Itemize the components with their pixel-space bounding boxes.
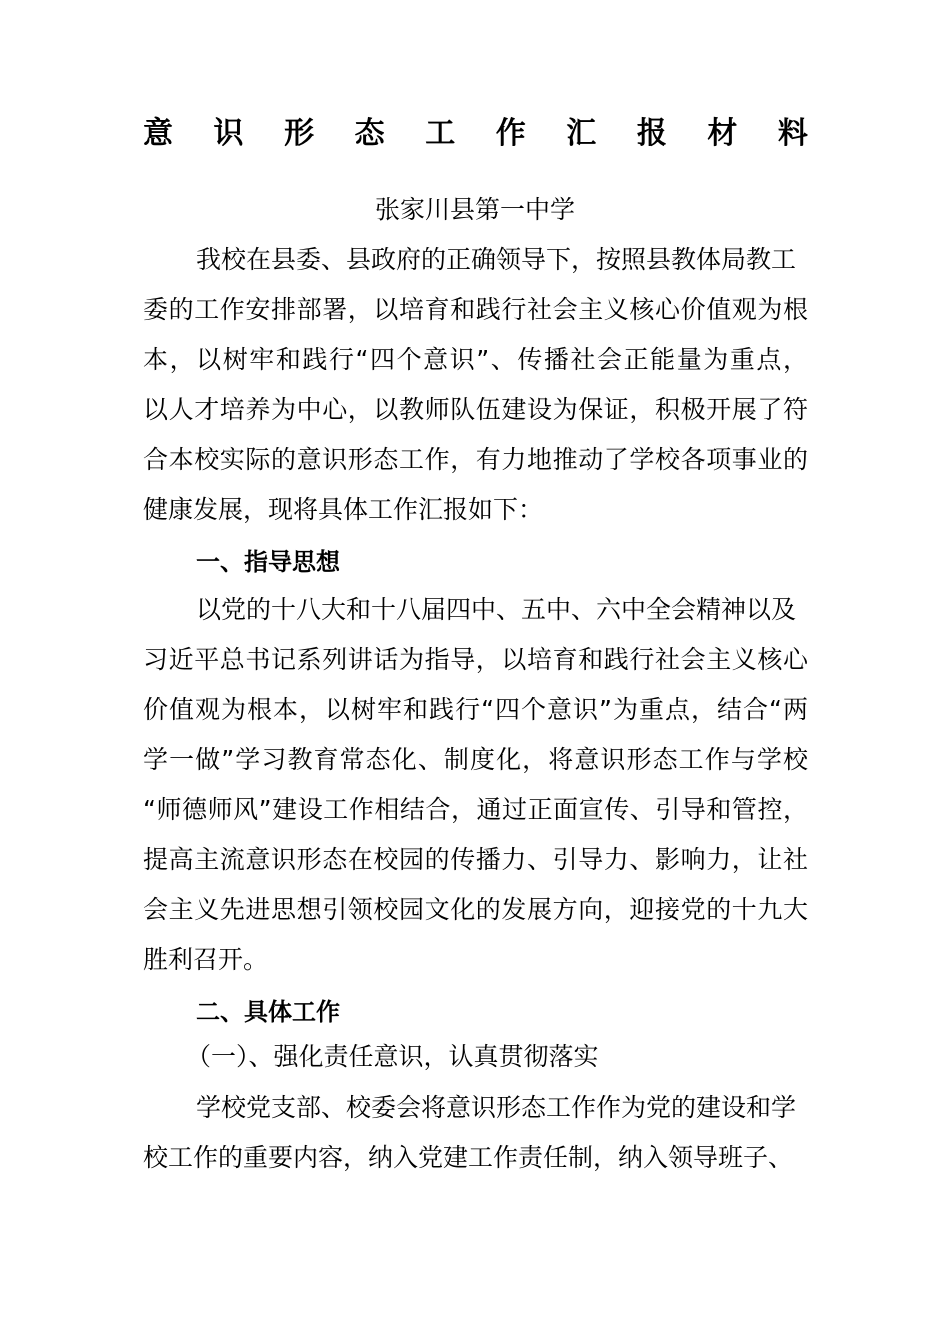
section1-line: 价值观为根本，以树牢和践行“四个意识”为重点，结合“两 xyxy=(143,695,808,724)
intro-line: 以人才培养为中心，以教师队伍建设为保证，积极开展了符 xyxy=(143,395,808,424)
section1-line: 会主义先进思想引领校园文化的发展方向，迎接党的十九大 xyxy=(143,895,808,924)
subsection1-line: 校工作的重要内容，纳入党建工作责任制，纳入领导班子、 xyxy=(143,1143,794,1172)
subsection-heading: （一）、强化责任意识，认真贯彻落实 xyxy=(186,1042,599,1071)
title-char: 意 xyxy=(143,116,173,151)
title-char: 报 xyxy=(636,116,667,151)
section1-line: 以党的十八大和十八届四中、五中、六中全会精神以及 xyxy=(196,595,797,624)
section1-line: “师德师风”建设工作相结合，通过正面宣传、引导和管控， xyxy=(143,795,808,824)
title-char: 形 xyxy=(284,116,315,151)
section1-line: 提高主流意识形态在校园的传播力、引导力、影响力，让社 xyxy=(143,845,808,874)
section1-line: 习近平总书记系列讲话为指导，以培育和践行社会主义核心 xyxy=(143,645,808,674)
section1-line: 胜利召开。 xyxy=(143,945,269,974)
section-heading: 二、具体工作 xyxy=(196,998,340,1026)
intro-line: 健康发展，现将具体工作汇报如下： xyxy=(143,495,544,524)
document-title xyxy=(143,112,808,156)
document-subtitle: 张家川县第一中学 xyxy=(374,195,575,224)
title-char: 工 xyxy=(425,116,456,151)
section-heading: 一、指导思想 xyxy=(196,548,340,576)
intro-line: 我校在县委、县政府的正确领导下，按照县教体局教工 xyxy=(196,245,797,274)
title-char: 识 xyxy=(213,116,244,151)
intro-line: 合本校实际的意识形态工作，有力地推动了学校各项事业的 xyxy=(143,445,808,474)
title-char: 作 xyxy=(495,116,526,151)
section1-line: 学一做”学习教育常态化、制度化，将意识形态工作与学校 xyxy=(143,745,808,774)
title-char: 料 xyxy=(777,116,808,151)
intro-line: 委的工作安排部署，以培育和践行社会主义核心价值观为根 xyxy=(143,295,808,324)
intro-line: 本，以树牢和践行“四个意识”、传播社会正能量为重点， xyxy=(143,345,808,374)
title-char: 汇 xyxy=(566,116,597,151)
title-char: 态 xyxy=(354,116,385,151)
subsection1-line: 学校党支部、校委会将意识形态工作作为党的建设和学 xyxy=(196,1093,797,1122)
title-char: 材 xyxy=(707,116,738,151)
